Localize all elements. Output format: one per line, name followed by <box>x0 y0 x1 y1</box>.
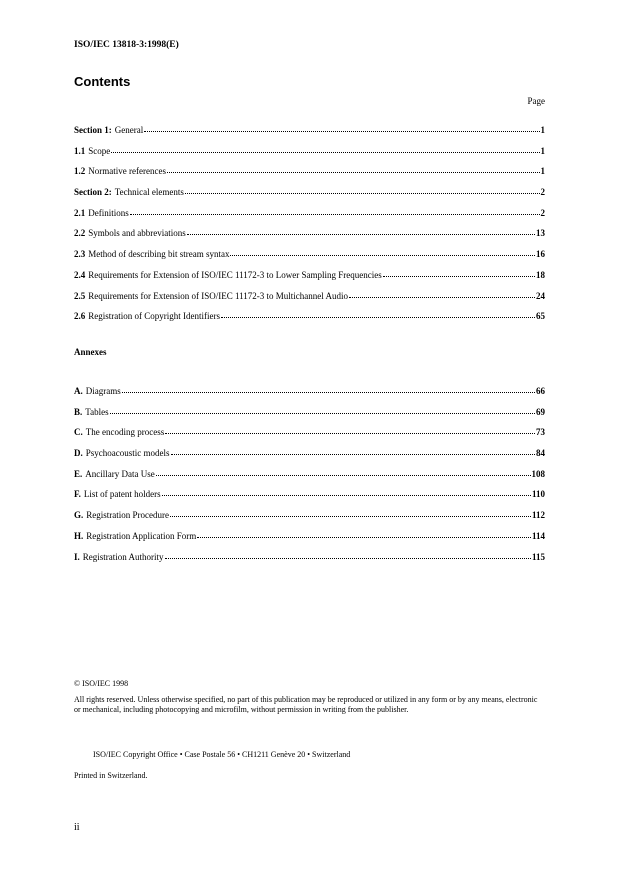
toc-entry-page: 110 <box>531 489 545 500</box>
toc-entry-number: I. <box>74 551 80 562</box>
annex-entry[interactable] <box>74 386 545 396</box>
annex-entry[interactable] <box>74 427 545 437</box>
annex-entry[interactable] <box>74 469 545 479</box>
toc-entry-page: 108 <box>531 468 545 479</box>
toc-entry-number: B. <box>74 406 83 417</box>
annex-entry[interactable] <box>74 489 545 499</box>
dot-leader <box>230 248 535 256</box>
toc-entry[interactable] <box>74 166 545 176</box>
toc-entry[interactable] <box>74 270 545 280</box>
toc-entry-number: H. <box>74 530 84 541</box>
toc-entry[interactable] <box>74 208 545 218</box>
toc-entry-number: C. <box>74 427 83 438</box>
toc-entry-number: Section 1: <box>74 125 112 135</box>
toc-entry-page: 2 <box>540 187 545 198</box>
toc-main-list <box>74 125 545 332</box>
page-number: ii <box>74 822 80 833</box>
annex-entry[interactable] <box>74 531 545 541</box>
annex-entry[interactable] <box>74 448 545 458</box>
annex-entry[interactable] <box>74 552 545 562</box>
toc-entry-title: Symbols and abbreviations <box>88 228 186 239</box>
toc-entry-page: 73 <box>536 427 545 438</box>
toc-entry-title: Registration of Copyright Identifiers <box>88 311 220 322</box>
toc-entry-title: Psychoacoustic models <box>85 448 170 459</box>
toc-entry-title: Requirements for Extension of ISO/IEC 11172-3 to Multichannel Audio <box>88 290 349 301</box>
toc-entry-title: Definitions <box>88 207 129 218</box>
toc-entry-number: 2.6 <box>74 311 86 322</box>
toc-entry-page: 114 <box>531 530 545 541</box>
dot-leader <box>165 551 531 559</box>
toc-entry-page: 66 <box>536 386 545 396</box>
toc-entry-number: G. <box>74 510 84 521</box>
toc-entry-number: Section 2: <box>74 187 112 198</box>
toc-entry-title: Requirements for Extension of ISO/IEC 11172-3 to Lower Sampling Frequencies <box>88 269 382 280</box>
dot-leader <box>383 269 535 277</box>
copyright-office-address: ISO/IEC Copyright Office • Case Postale 56 • CH1211 Genève 20 • Switzerland <box>93 750 351 759</box>
toc-entry-title: The encoding process <box>85 427 165 438</box>
toc-entry-page: 1 <box>540 166 545 177</box>
contents-title: Contents <box>74 74 131 89</box>
toc-entry-number: 1.1 <box>74 145 86 156</box>
dot-leader <box>171 447 536 455</box>
toc-entry[interactable] <box>74 291 545 301</box>
annexes-heading: Annexes <box>74 347 107 357</box>
toc-entry[interactable] <box>74 228 545 238</box>
toc-entry-title: Tables <box>85 406 109 417</box>
toc-entry-page: 69 <box>536 406 545 417</box>
dot-leader <box>167 165 540 173</box>
toc-entry-number: 2.1 <box>74 207 86 218</box>
toc-entry-page: 65 <box>536 311 545 322</box>
toc-entry-page: 16 <box>536 249 545 260</box>
toc-entry-page: 24 <box>536 290 545 301</box>
dot-leader <box>130 207 540 215</box>
toc-entry[interactable] <box>74 311 545 321</box>
toc-entry[interactable] <box>74 146 545 156</box>
toc-entry-page: 18 <box>536 269 545 280</box>
toc-entry-title: Ancillary Data Use <box>85 468 155 479</box>
toc-entry-title: Normative references <box>88 166 166 177</box>
dot-leader <box>185 186 540 194</box>
rights-statement: All rights reserved. Unless otherwise specified, no part of this publication may be reproduced or utilized in any form or by any means, electronic or mechanical, including photocopying and microfilm, without permission in writing from the publisher. <box>74 695 538 714</box>
toc-entry-title: Technical elements <box>114 187 184 198</box>
dot-leader <box>165 426 535 434</box>
toc-entry-title: Scope <box>88 145 111 156</box>
annex-entry[interactable] <box>74 407 545 417</box>
dot-leader <box>170 509 531 517</box>
toc-entry-page: 84 <box>536 448 545 459</box>
toc-entry-title: Registration Procedure <box>86 510 169 521</box>
dot-leader <box>349 290 535 298</box>
toc-annexes-list <box>74 386 545 572</box>
toc-entry-page: 13 <box>536 228 545 239</box>
toc-entry-title: Diagrams <box>85 386 121 396</box>
toc-entry-title: Method of describing bit stream syntax <box>88 249 230 260</box>
toc-entry-page: 2 <box>540 207 545 218</box>
toc-entry-page: 1 <box>540 125 545 135</box>
toc-entry-number: F. <box>74 489 81 500</box>
toc-entry-page: 1 <box>540 145 545 156</box>
dot-leader <box>144 124 539 132</box>
annex-entry[interactable] <box>74 510 545 520</box>
printed-in: Printed in Switzerland. <box>74 771 148 780</box>
dot-leader <box>162 488 531 496</box>
dot-leader <box>221 310 535 318</box>
toc-entry-number: 1.2 <box>74 166 86 177</box>
page-column-label: Page <box>527 96 545 106</box>
dot-leader <box>110 406 535 414</box>
dot-leader <box>122 385 535 393</box>
toc-entry-number: A. <box>74 386 83 396</box>
toc-entry-number: 2.5 <box>74 290 86 301</box>
toc-entry[interactable] <box>74 125 545 135</box>
dot-leader <box>187 227 535 235</box>
dot-leader <box>156 468 531 476</box>
toc-entry-title: Registration Application Form <box>86 530 197 541</box>
toc-entry-number: 2.2 <box>74 228 86 239</box>
toc-entry-title: Registration Authority <box>82 551 164 562</box>
dot-leader <box>111 145 539 153</box>
toc-entry[interactable] <box>74 249 545 259</box>
toc-entry-page: 115 <box>531 551 545 562</box>
toc-entry-number: D. <box>74 448 83 459</box>
toc-entry-number: 2.3 <box>74 249 86 260</box>
toc-entry-title: General <box>114 125 144 135</box>
toc-entry-page: 112 <box>531 510 545 521</box>
toc-entry-number: 2.4 <box>74 269 86 280</box>
toc-entry-title: List of patent holders <box>83 489 161 500</box>
toc-entry-number: E. <box>74 468 83 479</box>
copyright-line: © ISO/IEC 1998 <box>74 679 129 688</box>
toc-entry[interactable] <box>74 187 545 197</box>
dot-leader <box>197 530 531 538</box>
document-id: ISO/IEC 13818-3:1998(E) <box>74 40 179 50</box>
